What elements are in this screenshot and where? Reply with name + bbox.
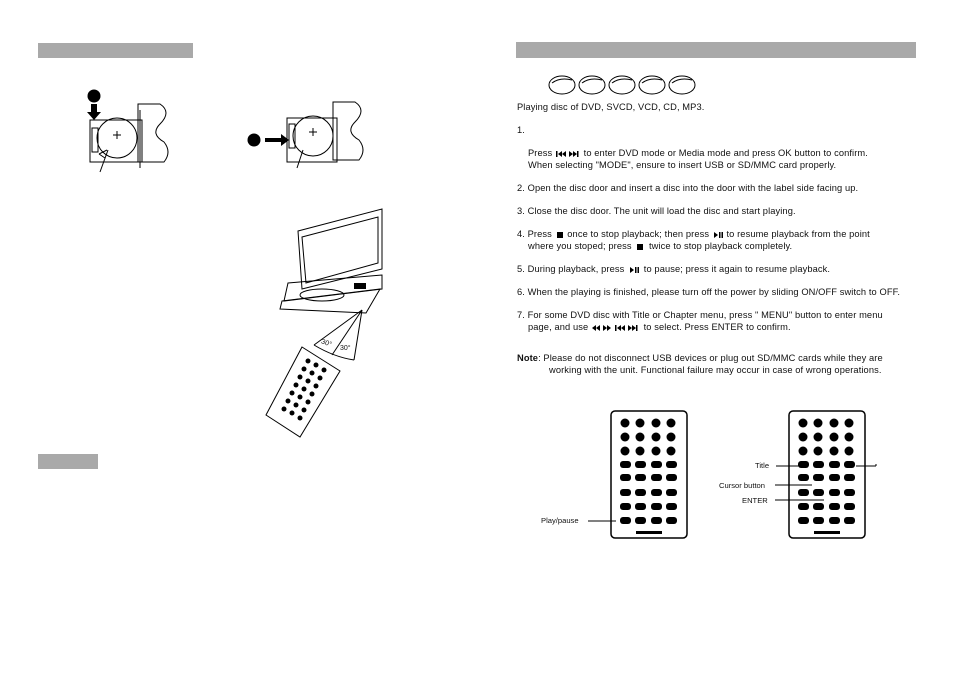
play-pause-icon xyxy=(627,266,641,274)
step-4-line-2: where you stoped; press twice to stop playback completely. xyxy=(528,241,793,251)
battery-insert-diagram xyxy=(78,88,193,180)
note-line-2: working with the unit. Functional failure may occur in case of wrong operations. xyxy=(549,365,882,375)
step-1-line-1: Press to enter DVD mode or Media mode and press OK button to confirm. xyxy=(528,148,868,158)
left-section-bar xyxy=(38,454,98,469)
navigation-icons xyxy=(591,324,641,332)
note-line-1: Note: Please do not disconnect USB devices or plug out SD/MMC cards while they are xyxy=(517,353,883,363)
dvd-player-remote-angle-diagram xyxy=(262,205,402,440)
remote-control-left xyxy=(610,410,690,540)
play-pause-icon xyxy=(712,231,724,239)
right-header-bar xyxy=(516,42,916,58)
step-7-line-2: page, and use to select. Press ENTER to confirm. xyxy=(528,322,791,332)
step-7-line-1: 7. For some DVD disc with Title or Chapter menu, press " MENU" button to enter menu xyxy=(517,310,883,320)
battery-remove-diagram xyxy=(245,98,385,180)
callout-play-pause: Play/pause xyxy=(541,516,579,525)
skip-prev-next-icon xyxy=(555,150,581,158)
left-header-bar xyxy=(38,43,193,58)
step-3: 3. Close the disc door. The unit will load the disc and start playing. xyxy=(517,206,796,216)
stop-icon xyxy=(634,243,646,251)
callout-line-play-pause xyxy=(588,519,618,523)
callout-lines-right xyxy=(770,460,875,510)
step-2: 2. Open the disc door and insert a disc into the door with the label side facing up. xyxy=(517,183,859,193)
step-4-line-1: 4. Press once to stop playback; then press to resume playback from the point xyxy=(517,229,870,239)
note-label: Note xyxy=(517,353,539,363)
step-6: 6. When the playing is finished, please turn off the power by sliding ON/OFF switch to OFF. xyxy=(517,287,901,297)
step-1-number: 1. xyxy=(517,125,525,135)
stop-icon xyxy=(555,231,565,239)
angle-label-right: 30° xyxy=(340,345,351,352)
callout-enter: ENTER xyxy=(742,496,768,505)
callout-title: Title xyxy=(755,461,770,470)
disc-format-logos xyxy=(546,74,706,96)
angle-label-left: 30° xyxy=(320,338,333,349)
step-1-line-2: When selecting "MODE", ensure to insert USB or SD/MMC card properly. xyxy=(528,160,837,170)
step-5: 5. During playback, press to pause; press it again to resume playback. xyxy=(517,264,831,274)
callout-cursor-button: Cursor button xyxy=(719,481,766,490)
intro-text: Playing disc of DVD, SVCD, VCD, CD, MP3. xyxy=(517,102,705,112)
